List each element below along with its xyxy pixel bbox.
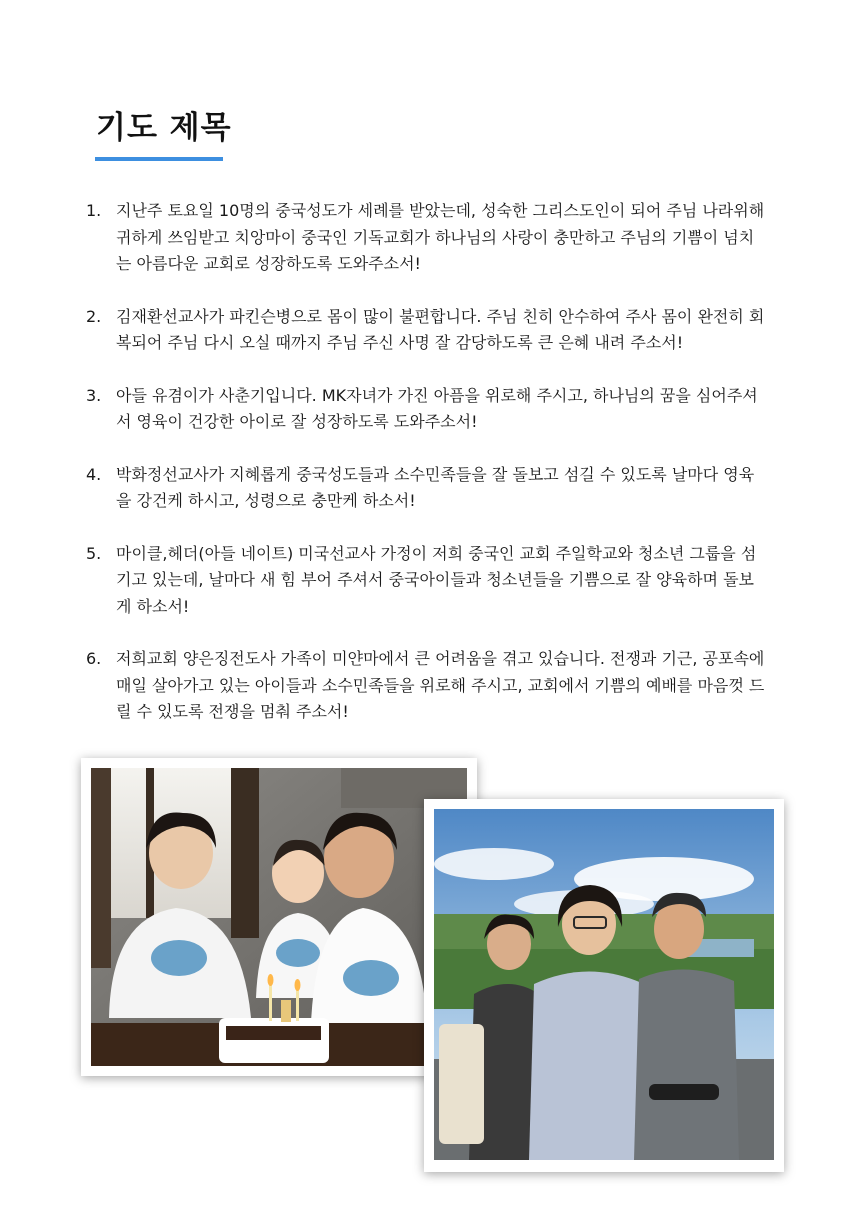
prayer-item — [86, 383, 766, 436]
prayer-number: 3. — [86, 385, 102, 405]
prayer-number: 4. — [86, 464, 102, 484]
prayer-item — [86, 462, 766, 515]
prayer-item — [86, 304, 766, 357]
prayer-text: 저희교회 양은징전도사 가족이 미얀마에서 큰 어려움을 겪고 있습니다. 전쟁과 기근, 공포속에 매일 살아가고 있는 아이들과 소수민족들을 위로해 주시고, 교회에서 기쁨의 예배를 마음껏 드릴 수 있도록 전쟁을 멈춰 주소서! — [116, 649, 765, 721]
prayer-number: 5. — [86, 543, 102, 563]
page-title: 기도 제목 — [96, 110, 232, 146]
prayer-text: 지난주 토요일 10명의 중국성도가 세례를 받았는데, 성숙한 그리스도인이 되어 주님 나라위해 귀하게 쓰임받고 치앙마이 중국인 기독교회가 하나님의 사랑이 충만하고 주님의 기쁨이 넘치는 아름다운 교회로 성장하도록 도와주소서! — [116, 201, 765, 273]
prayer-item — [86, 646, 766, 726]
prayer-text: 아들 유겸이가 사춘기입니다. MK자녀가 가진 아픔을 위로해 주시고, 하나님의 꿈을 심어주셔서 영육이 건강한 아이로 잘 성장하도록 도와주소서! — [116, 385, 758, 431]
family-birthday-photo-frame — [81, 758, 477, 1076]
prayer-number: 1. — [86, 201, 102, 220]
prayer-list — [86, 198, 766, 752]
prayer-text: 김재환선교사가 파킨슨병으로 몸이 많이 불편합니다. 주님 친히 안수하여 주사 몸이 완전히 회복되어 주님 다시 오실 때까지 주님 주신 사명 잘 감당하도록 큰 은혜 내려 주소서! — [116, 306, 765, 352]
title-underline — [95, 157, 223, 161]
outdoor-family-photo — [434, 809, 774, 1160]
prayer-number: 6. — [86, 649, 102, 668]
outdoor-family-photo-frame — [424, 799, 784, 1172]
prayer-item — [86, 198, 766, 278]
prayer-text: 박화정선교사가 지혜롭게 중국성도들과 소수민족들을 잘 돌보고 섬길 수 있도록 날마다 영육을 강건케 하시고, 성령으로 충만케 하소서! — [116, 464, 755, 510]
prayer-item — [86, 541, 766, 621]
family-birthday-photo — [91, 768, 467, 1066]
prayer-text: 마이클,헤더(아들 네이트) 미국선교사 가정이 저희 중국인 교회 주일학교와 청소년 그룹을 섬기고 있는데, 날마다 새 힘 부어 주셔서 중국아이들과 청소년들을 기쁨으로 잘 양육하며 돌보게 하소서! — [116, 543, 757, 616]
prayer-number: 2. — [86, 306, 102, 326]
